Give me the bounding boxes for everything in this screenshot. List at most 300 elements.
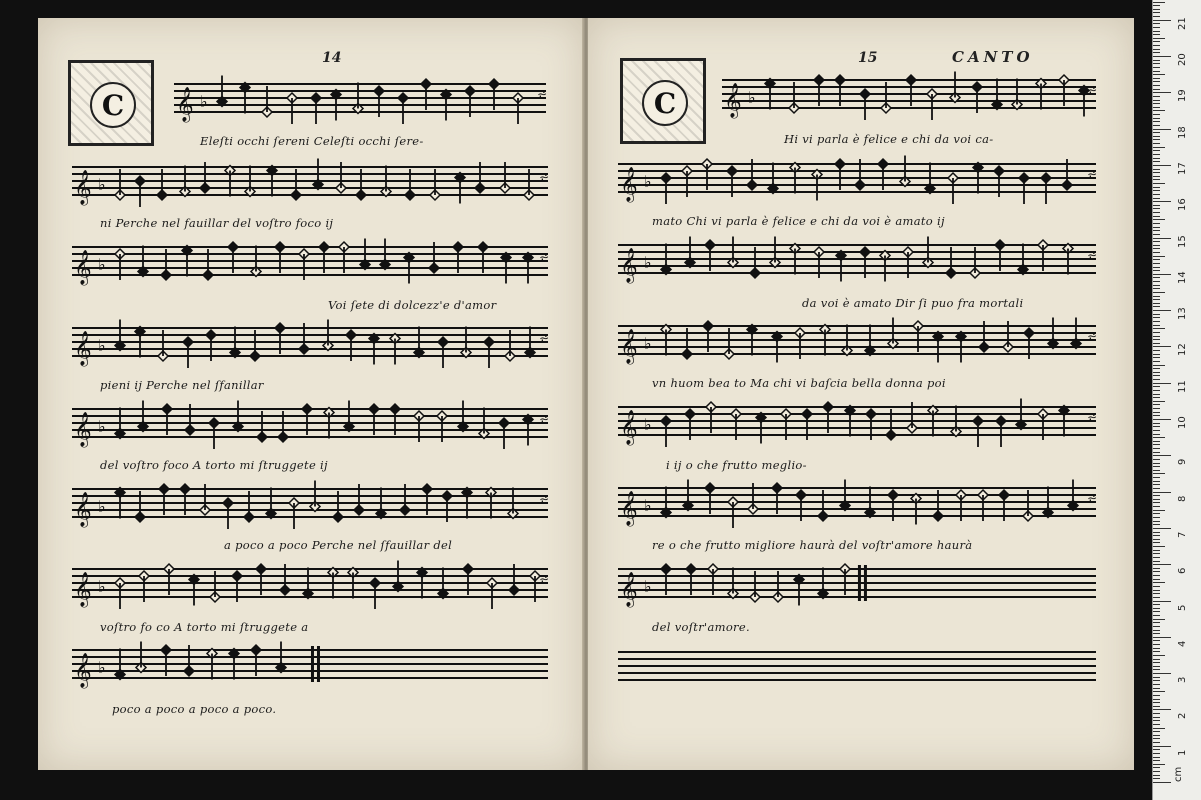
note-head xyxy=(438,337,448,368)
ruler-tick xyxy=(1153,626,1160,627)
ruler-tick xyxy=(1153,702,1160,703)
ruler-tick xyxy=(1153,706,1160,707)
note-head xyxy=(287,93,297,124)
note-head xyxy=(661,416,671,447)
ruler-tick xyxy=(1153,495,1160,496)
note-head xyxy=(499,418,509,449)
ruler-tick xyxy=(1153,619,1165,620)
ruler-tick xyxy=(1153,481,1160,482)
ruler-number: 7 xyxy=(1177,531,1188,538)
ruler-tick xyxy=(1153,74,1165,75)
ruler-number: 21 xyxy=(1177,16,1188,30)
ruler-tick xyxy=(1153,296,1160,297)
ruler-tick xyxy=(1153,441,1160,442)
custos-icon: ⩫ xyxy=(1087,83,1098,97)
ruler-tick xyxy=(1153,216,1160,217)
ruler-tick xyxy=(1153,339,1160,340)
ruler-number: 19 xyxy=(1177,89,1188,103)
ruler-tick xyxy=(1153,23,1160,24)
custos-icon: ⩫ xyxy=(539,492,550,506)
note-head xyxy=(487,578,497,609)
music-staff xyxy=(72,395,548,465)
ruler-tick xyxy=(1153,350,1160,351)
ruler-tick xyxy=(1153,306,1160,307)
ruler-tick xyxy=(1153,31,1160,32)
custos-icon: ⩫ xyxy=(539,412,550,426)
ruler-tick xyxy=(1153,699,1160,700)
ruler-tick xyxy=(1153,179,1160,180)
flat-icon: ♭ xyxy=(98,497,106,516)
ruler-tick xyxy=(1153,158,1160,159)
ruler-tick xyxy=(1153,292,1165,293)
ruler-tick xyxy=(1153,190,1160,191)
music-staff xyxy=(72,314,548,384)
ruler-tick xyxy=(1153,423,1160,424)
ruler-tick xyxy=(1153,375,1160,376)
ruler-number: 4 xyxy=(1177,640,1188,647)
lyric-line: poco a poco a poco a poco. xyxy=(112,702,277,716)
ruler-tick xyxy=(1153,383,1171,384)
ruler-tick xyxy=(1153,270,1160,271)
ruler-tick xyxy=(1153,749,1160,750)
ruler-tick xyxy=(1153,731,1160,732)
lyric-line: Hi vi parla è felice e chi da voi ca- xyxy=(784,132,994,146)
lyric-line: i ij o che frutto meglio- xyxy=(666,458,807,472)
initial-letter: C xyxy=(642,80,688,126)
ruler-tick xyxy=(1153,637,1171,638)
music-staff xyxy=(618,231,1096,301)
ruler-tick xyxy=(1153,477,1160,478)
ruler-unit-label: cm xyxy=(1173,766,1184,782)
ruler-tick xyxy=(1153,325,1160,326)
ruler-tick xyxy=(1153,132,1160,133)
ruler-tick xyxy=(1153,368,1160,369)
ruler-tick xyxy=(1153,5,1160,6)
ruler-tick xyxy=(1153,317,1160,318)
ruler-tick xyxy=(1153,34,1160,35)
ruler-tick xyxy=(1153,67,1160,68)
ruler-tick xyxy=(1153,561,1160,562)
ruler-tick xyxy=(1153,208,1160,209)
ruler-tick xyxy=(1153,9,1160,10)
clef-icon: 𝄞 xyxy=(74,572,92,607)
ruler-tick xyxy=(1153,738,1160,739)
ruler-tick xyxy=(1153,746,1171,747)
ruler-tick xyxy=(1153,256,1165,257)
ruler-tick xyxy=(1153,771,1160,772)
ruler-tick xyxy=(1153,259,1160,260)
ruler-tick xyxy=(1153,546,1165,547)
ruler-number: 3 xyxy=(1177,676,1188,684)
ruler-number: 5 xyxy=(1177,604,1188,611)
custos-icon: ⩫ xyxy=(1087,410,1098,424)
ruler-tick xyxy=(1153,71,1160,72)
ruler-tick xyxy=(1153,742,1160,743)
voice-part-label: CANTO xyxy=(952,48,1034,66)
ruler-tick xyxy=(1153,492,1171,493)
custos-icon: ⩫ xyxy=(539,250,550,264)
ruler-tick xyxy=(1153,466,1160,467)
ruler-tick xyxy=(1153,644,1160,645)
flat-icon: ♭ xyxy=(644,172,652,191)
ruler-tick xyxy=(1153,150,1160,151)
empty-staff xyxy=(618,638,1096,698)
ruler-number: 14 xyxy=(1177,271,1188,284)
ruler-tick xyxy=(1153,92,1171,93)
ruler-tick xyxy=(1153,463,1160,464)
ruler-tick xyxy=(1153,336,1160,337)
ruler-tick xyxy=(1153,586,1160,587)
ruler-tick xyxy=(1153,49,1160,50)
ruler-tick xyxy=(1153,321,1160,322)
clef-icon: 𝄞 xyxy=(74,170,92,205)
note-head xyxy=(1041,173,1051,204)
ruler-tick xyxy=(1153,597,1160,598)
ruler-tick xyxy=(1153,223,1160,224)
ruler-tick xyxy=(1153,568,1160,569)
measurement-ruler xyxy=(1152,0,1201,800)
music-staff xyxy=(174,70,546,140)
ruler-number: 1 xyxy=(1177,749,1188,756)
lyric-line: Eleſti occhi ſereni Celeſti occhi ſere- xyxy=(200,134,424,148)
ruler-number: 11 xyxy=(1177,379,1188,393)
music-staff xyxy=(618,555,1096,625)
decorated-initial xyxy=(620,58,706,144)
ruler-tick xyxy=(1153,419,1171,420)
ruler-tick xyxy=(1153,314,1160,315)
ruler-tick xyxy=(1153,459,1160,460)
ruler-tick xyxy=(1153,651,1160,652)
custos-icon: ⩫ xyxy=(539,572,550,586)
initial-letter: C xyxy=(90,82,136,128)
clef-icon: 𝄞 xyxy=(74,653,92,688)
ruler-tick xyxy=(1153,219,1165,220)
ruler-tick xyxy=(1153,688,1160,689)
note-head xyxy=(661,173,671,204)
lyric-line: del voſtro foco A torto mi ſtruggete ij xyxy=(100,458,328,472)
ruler-tick xyxy=(1153,760,1160,761)
ruler-tick xyxy=(1153,165,1171,166)
clef-icon: 𝄞 xyxy=(74,250,92,285)
ruler-tick xyxy=(1153,608,1160,609)
ruler-tick xyxy=(1153,285,1160,286)
ruler-tick xyxy=(1153,230,1160,231)
lyric-line: pieni ij Perche nel ſfanillar xyxy=(100,378,264,392)
ruler-tick xyxy=(1153,655,1165,656)
ruler-tick xyxy=(1153,521,1160,522)
ruler-number: 20 xyxy=(1177,53,1188,66)
ruler-tick xyxy=(1153,648,1160,649)
ruler-tick xyxy=(1153,183,1165,184)
ruler-tick xyxy=(1153,187,1160,188)
ruler-tick xyxy=(1153,60,1160,61)
ruler-tick xyxy=(1153,401,1165,402)
custos-icon: ⩫ xyxy=(1087,248,1098,262)
flat-icon: ♭ xyxy=(98,255,106,274)
ruler-tick xyxy=(1153,45,1160,46)
ruler-number: 12 xyxy=(1177,343,1188,357)
ruler-tick xyxy=(1153,245,1160,246)
ruler-tick xyxy=(1153,12,1160,13)
ruler-tick xyxy=(1153,365,1165,366)
ruler-number: 17 xyxy=(1177,162,1188,175)
ruler-tick xyxy=(1153,263,1160,264)
flat-icon: ♭ xyxy=(98,175,106,194)
custos-icon: ⩫ xyxy=(537,87,548,101)
ruler-tick xyxy=(1153,412,1160,413)
music-staff xyxy=(618,312,1096,382)
ruler-tick xyxy=(1153,201,1171,202)
lyric-line: re o che frutto migliore haurà del voſtr'amore haurà xyxy=(652,538,973,552)
ruler-tick xyxy=(1153,590,1160,591)
note-head xyxy=(513,93,523,124)
music-staff xyxy=(618,393,1096,463)
ruler-tick xyxy=(1153,582,1165,583)
ruler-tick xyxy=(1153,357,1160,358)
ruler-tick xyxy=(1153,234,1160,235)
ruler-tick xyxy=(1153,241,1160,242)
ruler-tick xyxy=(1153,680,1160,681)
note-head xyxy=(973,416,983,447)
ruler-tick xyxy=(1153,735,1160,736)
ruler-tick xyxy=(1153,640,1160,641)
ruler-tick xyxy=(1153,121,1160,122)
ruler-tick xyxy=(1153,557,1160,558)
ruler-tick xyxy=(1153,778,1160,779)
ruler-tick xyxy=(1153,535,1160,536)
ruler-tick xyxy=(1153,288,1160,289)
ruler-tick xyxy=(1153,470,1160,471)
ruler-tick xyxy=(1153,332,1160,333)
ruler-tick xyxy=(1153,510,1165,511)
custos-icon: ⩫ xyxy=(1087,167,1098,181)
lyric-line: da voi è amato Dir ſi puo fra mortali xyxy=(802,296,1024,310)
clef-icon: 𝄞 xyxy=(620,329,638,364)
clef-icon: 𝄞 xyxy=(74,492,92,527)
ruler-tick xyxy=(1153,717,1160,718)
ruler-tick xyxy=(1153,415,1160,416)
custos-icon: ⩫ xyxy=(1087,491,1098,505)
ruler-tick xyxy=(1153,728,1165,729)
clef-icon: 𝄞 xyxy=(620,248,638,283)
ruler-tick xyxy=(1153,757,1160,758)
flat-icon: ♭ xyxy=(644,577,652,596)
ruler-tick xyxy=(1153,775,1160,776)
lyric-line: vn huom bea to Ma chi vi baſcia bella donna poi xyxy=(652,376,946,390)
ruler-tick xyxy=(1153,542,1160,543)
ruler-tick xyxy=(1153,448,1160,449)
ruler-tick xyxy=(1153,248,1160,249)
custos-icon: ⩫ xyxy=(539,170,550,184)
ruler-tick xyxy=(1153,615,1160,616)
ruler-tick xyxy=(1153,20,1171,21)
ruler-tick xyxy=(1153,129,1171,130)
ruler-tick xyxy=(1153,238,1171,239)
music-staff xyxy=(72,555,548,625)
ruler-number: 10 xyxy=(1177,416,1188,429)
ruler-tick xyxy=(1153,354,1160,355)
ruler-number: 15 xyxy=(1177,234,1188,248)
ruler-tick xyxy=(1153,372,1160,373)
ruler-tick xyxy=(1153,125,1160,126)
music-staff xyxy=(722,66,1096,136)
note-head xyxy=(728,497,738,528)
ruler-tick xyxy=(1153,622,1160,623)
ruler-tick xyxy=(1153,346,1171,347)
ruler-tick xyxy=(1153,455,1171,456)
music-staff xyxy=(72,233,548,303)
note-head xyxy=(1019,173,1029,204)
ruler-tick xyxy=(1153,437,1165,438)
ruler-tick xyxy=(1153,575,1160,576)
ruler-tick xyxy=(1153,532,1160,533)
ruler-tick xyxy=(1153,452,1160,453)
ruler-tick xyxy=(1153,299,1160,300)
ruler-tick xyxy=(1153,110,1165,111)
ruler-tick xyxy=(1153,528,1171,529)
ruler-number: 6 xyxy=(1177,567,1188,575)
ruler-tick xyxy=(1153,571,1160,572)
ruler-tick xyxy=(1153,303,1160,304)
ruler-tick xyxy=(1153,194,1160,195)
ruler-tick xyxy=(1153,147,1165,148)
ruler-tick xyxy=(1153,38,1165,39)
ruler-tick xyxy=(1153,669,1160,670)
ruler-tick xyxy=(1153,176,1160,177)
left-page xyxy=(38,18,584,770)
music-staff xyxy=(618,150,1096,220)
note-head xyxy=(135,176,145,207)
ruler-tick xyxy=(1153,564,1171,565)
clef-icon: 𝄞 xyxy=(74,331,92,366)
ruler-tick xyxy=(1153,56,1171,57)
custos-icon: ⩫ xyxy=(1087,329,1098,343)
ruler-tick xyxy=(1153,408,1160,409)
note-head xyxy=(209,418,219,449)
ruler-tick xyxy=(1153,154,1160,155)
lyric-line: voſtro fo co A torto mi ſtruggete a xyxy=(100,620,309,634)
ruler-tick xyxy=(1153,107,1160,108)
ruler-tick xyxy=(1153,277,1160,278)
flat-icon: ♭ xyxy=(644,253,652,272)
note-head xyxy=(311,93,321,124)
ruler-tick xyxy=(1153,677,1160,678)
note-head xyxy=(996,416,1006,447)
ruler-tick xyxy=(1153,539,1160,540)
ruler-number: 9 xyxy=(1177,458,1188,466)
ruler-tick xyxy=(1153,78,1160,79)
flat-icon: ♭ xyxy=(98,658,106,677)
ruler-tick xyxy=(1153,430,1160,431)
ruler-tick xyxy=(1153,601,1171,602)
ruler-tick xyxy=(1153,96,1160,97)
ruler-tick xyxy=(1153,666,1160,667)
clef-icon: 𝄞 xyxy=(620,491,638,526)
clef-icon: 𝄞 xyxy=(620,572,638,607)
clef-icon: 𝄞 xyxy=(176,87,194,122)
ruler-tick xyxy=(1153,397,1160,398)
ruler-tick xyxy=(1153,764,1165,765)
ruler-tick xyxy=(1153,633,1160,634)
music-staff xyxy=(618,474,1096,544)
ruler-tick xyxy=(1153,662,1160,663)
clef-icon: 𝄞 xyxy=(620,410,638,445)
flat-icon: ♭ xyxy=(644,415,652,434)
clef-icon: 𝄞 xyxy=(724,83,742,118)
flat-icon: ♭ xyxy=(98,577,106,596)
ruler-tick xyxy=(1153,488,1160,489)
ruler-tick xyxy=(1153,386,1160,387)
ruler-number: 2 xyxy=(1177,713,1188,720)
lyric-line: del voſtr'amore. xyxy=(652,620,750,634)
clef-icon: 𝄞 xyxy=(74,412,92,447)
ruler-tick xyxy=(1153,684,1160,685)
ruler-tick xyxy=(1153,212,1160,213)
ruler-tick xyxy=(1153,100,1160,101)
ruler-tick xyxy=(1153,16,1160,17)
note-head xyxy=(289,498,299,529)
lyric-line: Voi ſete di dolcezz'e d'amor xyxy=(328,298,497,312)
ruler-tick xyxy=(1153,274,1171,275)
lyric-line: a poco a poco Perche nel ſfauillar del xyxy=(224,538,453,552)
ruler-tick xyxy=(1153,394,1160,395)
ruler-tick xyxy=(1153,310,1171,311)
ruler-tick xyxy=(1153,484,1160,485)
flat-icon: ♭ xyxy=(98,417,106,436)
ruler-tick xyxy=(1153,720,1160,721)
ruler-tick xyxy=(1153,502,1160,503)
ruler-tick xyxy=(1153,753,1160,754)
music-staff xyxy=(72,636,548,706)
ruler-number: 16 xyxy=(1177,198,1188,212)
note-head xyxy=(115,578,125,609)
ruler-tick xyxy=(1153,593,1160,594)
ruler-tick xyxy=(1153,139,1160,140)
flat-icon: ♭ xyxy=(644,496,652,515)
ruler-number: 8 xyxy=(1177,495,1188,502)
ruler-tick xyxy=(1153,630,1160,631)
lyric-line: ni Perche nel fauillar del voſtro foco ij xyxy=(100,216,334,230)
ruler-tick xyxy=(1153,143,1160,144)
ruler-tick xyxy=(1153,782,1171,783)
note-head xyxy=(398,93,408,124)
ruler-tick xyxy=(1153,52,1160,53)
music-staff xyxy=(72,153,548,223)
ruler-tick xyxy=(1153,89,1160,90)
ruler-tick xyxy=(1153,506,1160,507)
note-head xyxy=(223,498,233,529)
ruler-tick xyxy=(1153,434,1160,435)
ruler-tick xyxy=(1153,114,1160,115)
ruler-tick xyxy=(1153,63,1160,64)
ruler-number: 13 xyxy=(1177,307,1188,321)
ruler-tick xyxy=(1153,713,1160,714)
ruler-tick xyxy=(1153,81,1160,82)
note-head xyxy=(948,173,958,204)
ruler-tick xyxy=(1153,267,1160,268)
flat-icon: ♭ xyxy=(644,334,652,353)
ruler-tick xyxy=(1153,169,1160,170)
ruler-tick xyxy=(1153,513,1160,514)
note-head xyxy=(860,89,870,120)
ruler-tick xyxy=(1153,524,1160,525)
note-head xyxy=(927,89,937,120)
ruler-tick xyxy=(1153,227,1160,228)
ruler-tick xyxy=(1153,281,1160,282)
ruler-tick xyxy=(1153,444,1160,445)
ruler-tick xyxy=(1153,499,1160,500)
ruler-tick xyxy=(1153,426,1160,427)
